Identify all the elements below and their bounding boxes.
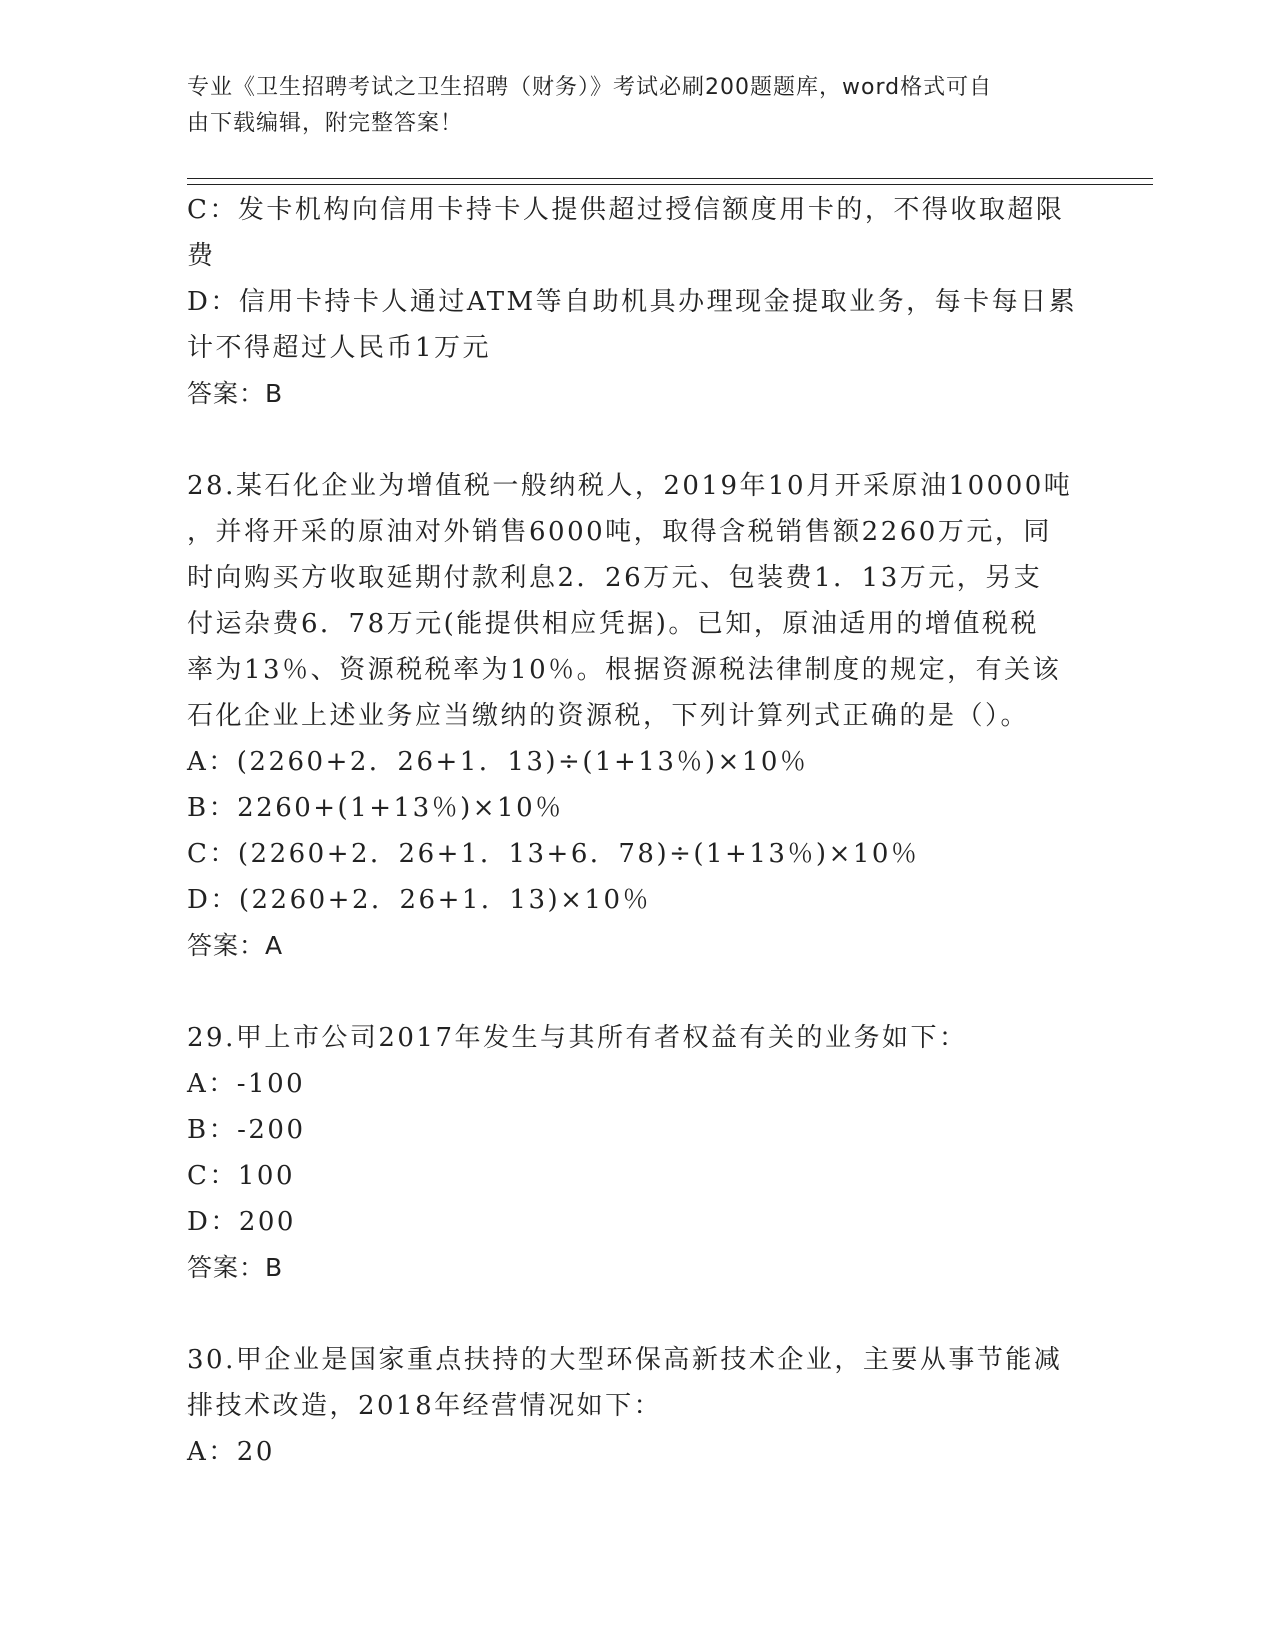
question-27-continuation xyxy=(187,187,1077,417)
question-28 xyxy=(187,463,1077,969)
header-line-2: 由下载编辑，附完整答案！ xyxy=(187,111,464,136)
option-d: D：200 xyxy=(187,1207,296,1237)
question-text-line: 付运杂费6．78万元(能提供相应凭据)。已知，原油适用的增值税税 xyxy=(187,609,1039,639)
option-a: A：(2260+2．26+1．13)÷(1+13％)×10％ xyxy=(187,747,809,777)
spacer xyxy=(187,417,1077,463)
option-line: 费 xyxy=(187,241,216,271)
option-c: C：(2260+2．26+1．13+6．78)÷(1+13％)×10％ xyxy=(187,839,920,869)
spacer xyxy=(187,1291,1077,1337)
option-d: D：(2260+2．26+1．13)×10％ xyxy=(187,885,651,915)
question-text-line: 排技术改造，2018年经营情况如下： xyxy=(187,1391,663,1421)
question-29 xyxy=(187,1015,1077,1291)
option-b: B：2260+(1+13％)×10％ xyxy=(187,793,564,823)
question-30 xyxy=(187,1337,1077,1475)
header-line-1: 专业《卫生招聘考试之卫生招聘（财务）》考试必刷200题题库，word格式可自 xyxy=(187,75,993,100)
header-divider-bottom xyxy=(187,184,1153,185)
document-body xyxy=(187,187,1077,1475)
option-a: A：-100 xyxy=(187,1069,306,1099)
answer-line: 答案：A xyxy=(187,931,284,960)
option-b: B：-200 xyxy=(187,1115,306,1145)
header-divider-top xyxy=(187,178,1153,179)
question-text-line: 30.甲企业是国家重点扶持的大型环保高新技术企业，主要从事节能减 xyxy=(187,1345,1063,1375)
option-c: C：100 xyxy=(187,1161,296,1191)
option-line: 计不得超过人民币1万元 xyxy=(187,333,492,363)
question-text-line: 28.某石化企业为增值税一般纳税人，2019年10月开采原油10000吨 xyxy=(187,471,1073,501)
option-line: C：发卡机构向信用卡持卡人提供超过授信额度用卡的，不得收取超限 xyxy=(187,195,1065,225)
question-text-line: ，并将开采的原油对外销售6000吨，取得含税销售额2260万元，同 xyxy=(187,517,1052,547)
spacer xyxy=(187,969,1077,1015)
option-line: D：信用卡持卡人通过ATM等自助机具办理现金提取业务，每卡每日累 xyxy=(187,287,1078,317)
option-a: A：20 xyxy=(187,1437,275,1467)
question-text-line: 29.甲上市公司2017年发生与其所有者权益有关的业务如下： xyxy=(187,1023,968,1053)
answer-line: 答案：B xyxy=(187,379,284,408)
question-text-line: 石化企业上述业务应当缴纳的资源税，下列计算列式正确的是（）。 xyxy=(187,701,1030,731)
question-text-line: 率为13％、资源税税率为10％。根据资源税法律制度的规定，有关该 xyxy=(187,655,1062,685)
document-header xyxy=(187,70,1067,142)
answer-line: 答案：B xyxy=(187,1253,284,1282)
question-text-line: 时向购买方收取延期付款利息2．26万元、包装费1．13万元，另支 xyxy=(187,563,1043,593)
